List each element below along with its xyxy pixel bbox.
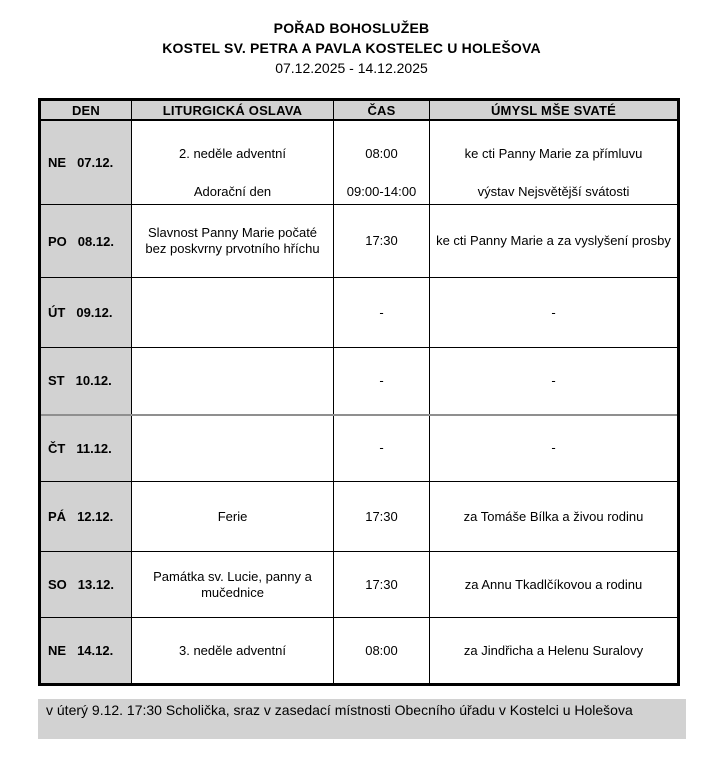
cell-time: - [334, 348, 430, 415]
column-header-day: DEN [40, 100, 132, 121]
table-header-row [40, 100, 679, 121]
day-abbrev: ÚT [48, 305, 66, 320]
day-abbrev: NE [48, 643, 67, 658]
table-row [40, 618, 679, 685]
cell-celebration [132, 415, 334, 482]
cell-day [40, 205, 132, 278]
cell-intention: za Jindřicha a Helenu Suralovy [430, 618, 679, 685]
page-title: POŘAD BOHOSLUŽEB [273, 20, 430, 36]
cell-intention: za Annu Tkadlčíkovou a rodinu [430, 552, 679, 618]
cell-day [40, 482, 132, 552]
table-row [40, 278, 679, 348]
cell-time: 17:30 [334, 482, 430, 552]
table-row [40, 205, 679, 278]
column-header-time: ČAS [334, 100, 430, 121]
day-date: 11.12. [76, 440, 112, 456]
cell-time: 08:00 [334, 618, 430, 685]
cell-day [40, 618, 132, 685]
cell-intention: - [430, 415, 679, 482]
day-abbrev: ST [48, 373, 65, 389]
cell-day [40, 552, 132, 618]
intention-entry: ke cti Panny Marie za přímluvu [464, 145, 643, 161]
cell-celebration: Slavnost Panny Marie počaté bez poskvrny prvotního hříchu [132, 205, 334, 278]
day-abbrev: SO [48, 577, 67, 592]
cell-celebration: Ferie [132, 482, 334, 552]
cell-time: 17:30 [334, 552, 430, 618]
cell-day [40, 348, 132, 415]
day-abbrev: ČT [48, 440, 66, 456]
day-date: 09.12. [76, 305, 113, 320]
time-entry: 08:00 [365, 145, 398, 161]
cell-intention: za Tomáše Bílka a živou rodinu [430, 482, 679, 552]
day-date: 10.12. [75, 373, 112, 389]
table-row [40, 552, 679, 618]
time-entry: 09:00-14:00 [346, 184, 417, 199]
table-row [40, 348, 679, 415]
table-row [40, 482, 679, 552]
day-abbrev: PÁ [48, 509, 67, 524]
cell-celebration [132, 348, 334, 415]
cell-day [40, 120, 132, 205]
day-date: 08.12. [77, 233, 114, 249]
table-row [40, 415, 679, 482]
cell-time [334, 120, 430, 205]
intention-entry: výstav Nejsvětější svátosti [477, 184, 630, 199]
cell-celebration [132, 120, 334, 205]
cell-celebration [132, 278, 334, 348]
cell-intention [430, 120, 679, 205]
table-row [40, 120, 679, 205]
cell-intention: - [430, 278, 679, 348]
day-abbrev: NE [48, 155, 67, 170]
day-date: 12.12. [77, 509, 114, 524]
cell-time: 17:30 [334, 205, 430, 278]
schedule-table [38, 98, 680, 686]
cell-time: - [334, 415, 430, 482]
cell-day [40, 415, 132, 482]
cell-time: - [334, 278, 430, 348]
column-header-celebration: LITURGICKÁ OSLAVA [132, 100, 334, 121]
celebration-entry: 2. neděle adventní [179, 145, 286, 161]
day-date: 07.12. [77, 155, 114, 170]
day-abbrev: PO [48, 233, 67, 249]
footer-note: v úterý 9.12. 17:30 Scholička, sraz v zasedací místnosti Obecního úřadu v Kostelci u Holešova [38, 699, 686, 739]
cell-celebration: 3. neděle adventní [132, 618, 334, 685]
day-date: 14.12. [77, 643, 114, 658]
celebration-entry: Adorační den [193, 184, 272, 199]
cell-intention: - [430, 348, 679, 415]
cell-intention: ke cti Panny Marie a za vyslyšení prosby [430, 205, 679, 278]
date-range: 07.12.2025 - 14.12.2025 [275, 60, 428, 76]
cell-celebration: Památka sv. Lucie, panny a mučednice [132, 552, 334, 618]
day-date: 13.12. [77, 577, 114, 592]
column-header-intention: ÚMYSL MŠE SVATÉ [430, 100, 679, 121]
cell-day [40, 278, 132, 348]
document-header [0, 18, 703, 78]
page-subtitle: KOSTEL SV. PETRA A PAVLA KOSTELEC U HOLEŠOVA [162, 40, 541, 56]
